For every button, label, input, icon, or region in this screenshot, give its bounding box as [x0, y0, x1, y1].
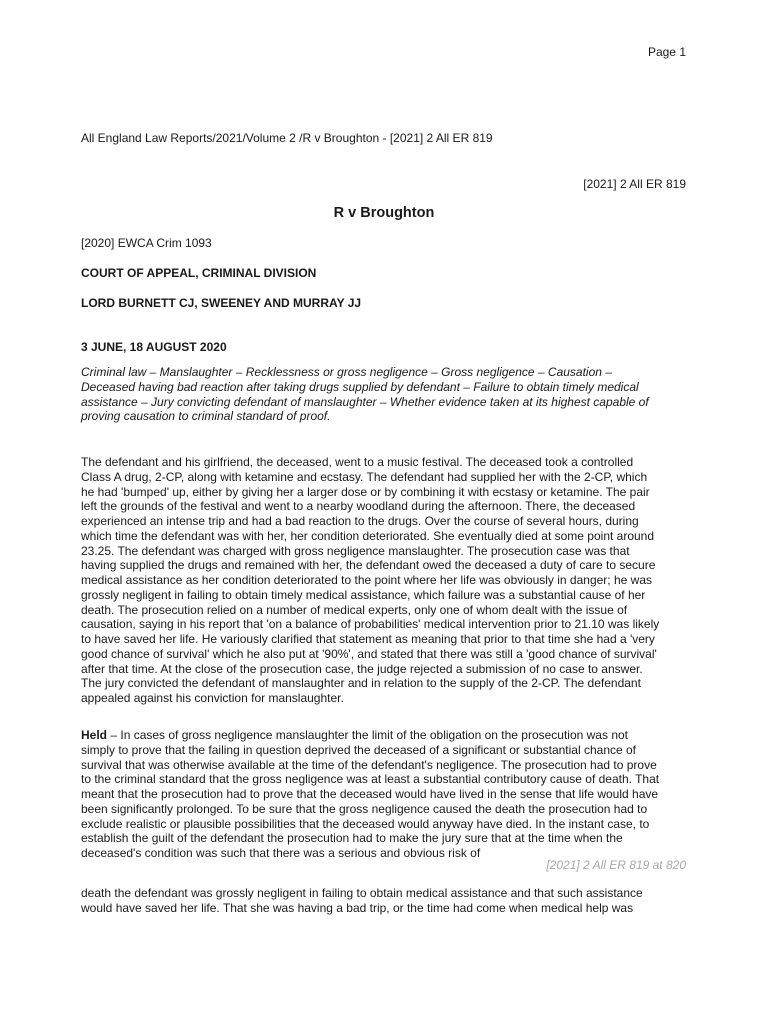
facts-line: Class A drug, 2-CP, along with ketamine and ecstasy. The defendant had supplied her with the 2-CP, which: [81, 469, 648, 484]
catchwords-line: Deceased having bad reaction after taking drugs supplied by defendant – Failure to obtain timely medical: [81, 379, 639, 394]
facts-line: medical assistance as her condition deteriorated to the point where her life was obviously in danger; he was: [81, 573, 652, 587]
page-break-citation: [2021] 2 All ER 819 at 820: [546, 858, 686, 872]
held-line: meant that the prosecution had to prove that the deceased would have lived in the sense that life would have: [81, 787, 659, 801]
neutral-citation: [2020] EWCA Crim 1093: [81, 236, 212, 250]
facts-line: having supplied the drugs and remained with her, the defendant owed the deceased a duty of care to secure: [81, 558, 656, 573]
continuation-line: would have saved her life. That she was having a bad trip, or the time had come when medical help was: [81, 900, 634, 915]
catchwords-line: Criminal law – Manslaughter – Recklessness or gross negligence – Gross negligence – Causation –: [81, 365, 612, 379]
held-paragraph: [81, 728, 691, 861]
facts-line: The defendant and his girlfriend, the deceased, went to a music festival. The deceased took a controlled: [81, 455, 634, 469]
facts-line: experienced an intense trip and had a bad reaction to the drugs. Over the course of several hours, during: [81, 514, 639, 528]
facts-line: causation, saying in his report that 'on a balance of probabilities' medical intervention prior to 21.10 was likely: [81, 617, 660, 632]
catchwords-line: proving causation to criminal standard of proof.: [81, 409, 331, 424]
held-first-line-text: – In cases of gross negligence manslaughter the limit of the obligation on the prosecution was not: [107, 728, 628, 742]
facts-paragraph: [81, 455, 691, 706]
case-title: R v Broughton: [333, 205, 435, 221]
held-line: establish the guilt of the defendant the prosecution had to make the jury sure that at the time when the: [81, 831, 623, 846]
facts-line: he had 'bumped' up, either by giving her a larger dose or by combining it with ecstasy or ketamine. The pair: [81, 484, 650, 499]
facts-line: good chance of survival' which he also put at '90%', and stated that there was still a 'good chance of survival': [81, 646, 657, 661]
court-name: COURT OF APPEAL, CRIMINAL DIVISION: [81, 266, 317, 280]
held-line: deceased's condition was such that there was a serious and obvious risk of: [81, 846, 481, 860]
catchwords: [81, 365, 691, 424]
facts-line: The jury convicted the defendant of manslaughter and in relation to the supply of the 2-CP. The defendant: [81, 676, 641, 691]
continuation-line: death the defendant was grossly negligent in failing to obtain medical assistance and that such assistance: [81, 886, 643, 900]
held-line: exclude realistic or plausible possibilities that the deceased would anyway have died. In the instant case, to: [81, 816, 650, 831]
report-reference-line: All England Law Reports/2021/Volume 2 /R v Broughton - [2021] 2 All ER 819: [81, 131, 493, 145]
held-line: been significantly prolonged. To be sure that the gross negligence caused the death the prosecution had to: [81, 801, 648, 816]
facts-line: grossly negligent in failing to obtain timely medical assistance, which failure was a substantial cause of her: [81, 587, 646, 602]
judges-line: LORD BURNETT CJ, SWEENEY AND MURRAY JJ: [81, 296, 362, 310]
facts-line: death. The prosecution relied on a number of medical experts, only one of whom dealt with the issue of: [81, 602, 628, 617]
held-first-line: [81, 728, 691, 743]
held-line: survival that was otherwise available at the time of the defendant's negligence. The prosecution had to prove: [81, 757, 657, 772]
facts-line: after that time. At the close of the prosecution case, the judge rejected a submission of no case to answer.: [81, 661, 643, 676]
facts-line: left the grounds of the festival and went to a nearby woodland during the afternoon. There, the deceased: [81, 499, 636, 514]
hearing-dates: 3 JUNE, 18 AUGUST 2020: [81, 340, 227, 354]
catchwords-line: assistance – Jury convicting defendant of manslaughter – Whether evidence taken at its highest capable of: [81, 394, 649, 409]
facts-line: 23.25. The defendant was charged with gross negligence manslaughter. The prosecution case was that: [81, 543, 630, 558]
report-citation: [2021] 2 All ER 819: [583, 177, 686, 191]
held-line: to the criminal standard that the gross negligence was at least a substantial contributory cause of death. That: [81, 772, 660, 787]
facts-line: appealed against his conviction for manslaughter.: [81, 691, 344, 705]
continuation-paragraph: [81, 886, 691, 916]
facts-line: to have saved her life. He variously clarified that statement as meaning that prior to that time she had a 'very: [81, 632, 655, 646]
held-label: Held: [81, 728, 108, 742]
facts-line: which time the defendant was with her, her condition deteriorated. She eventually died at some point around: [81, 528, 655, 543]
page-number: Page 1: [647, 45, 686, 59]
held-line: simply to prove that the failing in question deprived the deceased of a significant or substantial chance of: [81, 742, 637, 757]
